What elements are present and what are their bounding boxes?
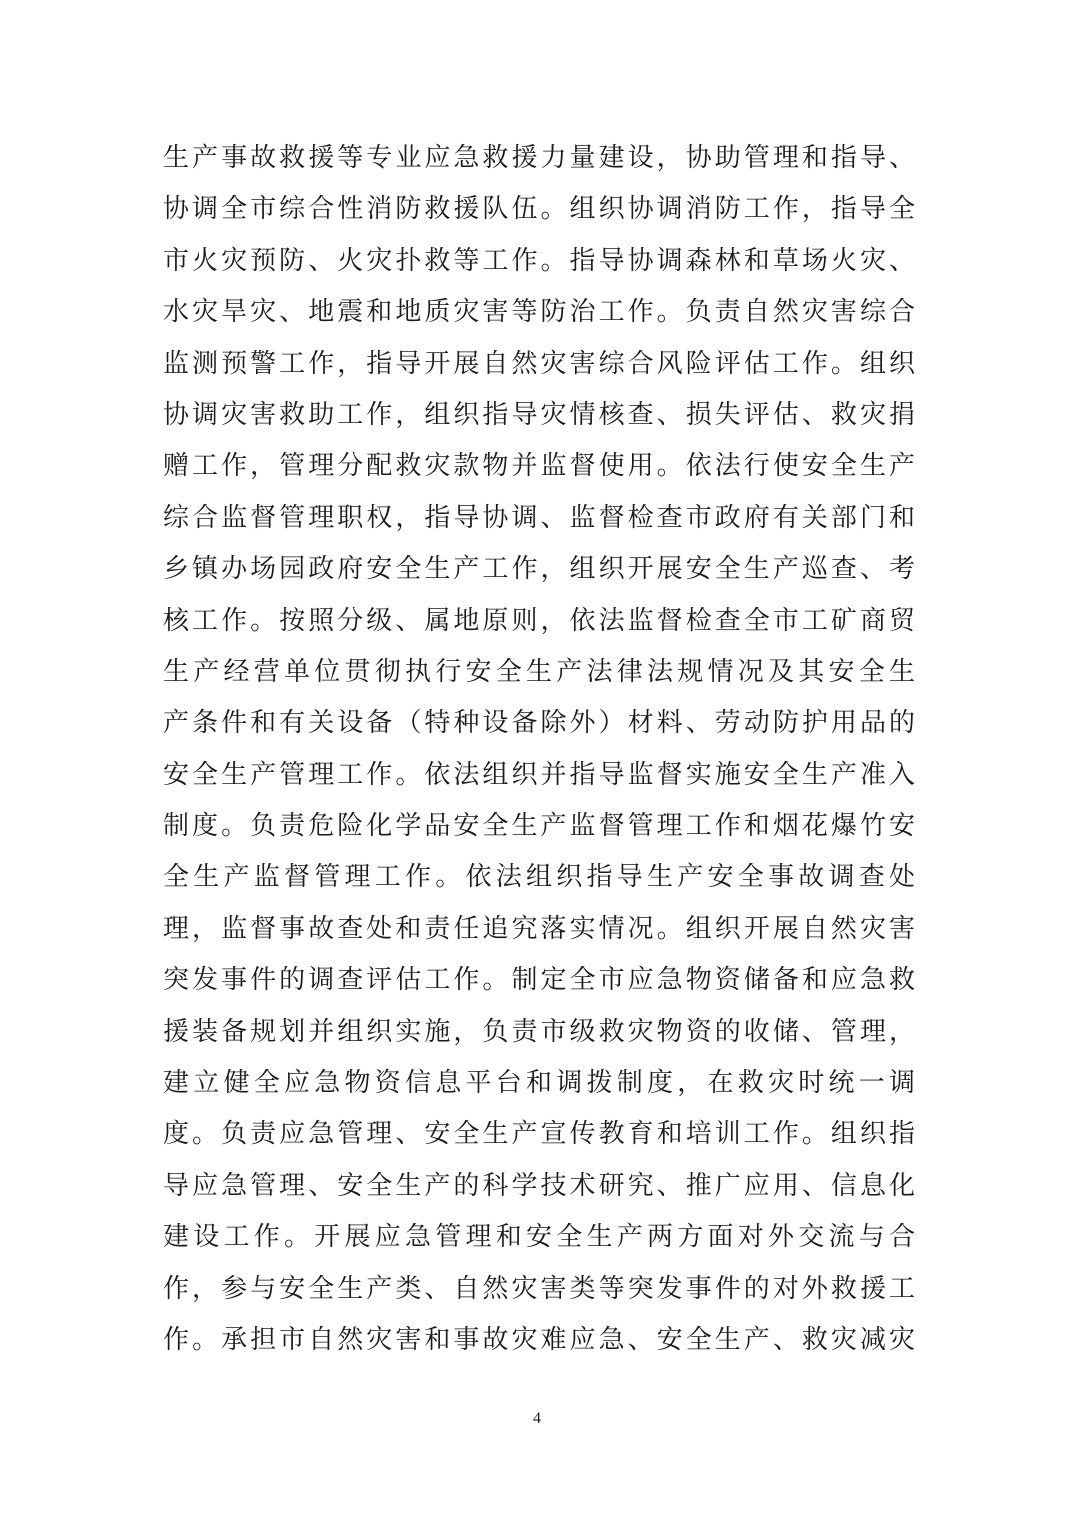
text-line: 产条件和有关设备（特种设备除外）材料、劳动防护用品的 bbox=[163, 708, 915, 739]
text-line: 核工作。按照分级、属地原则，依法监督检查全市工矿商贸 bbox=[163, 605, 915, 636]
text-line: 生产经营单位贯彻执行安全生产法律法规情况及其安全生 bbox=[163, 656, 915, 687]
text-line: 突发事件的调查评估工作。制定全市应急物资储备和应急救 bbox=[163, 965, 915, 996]
text-line: 全生产监督管理工作。依法组织指导生产安全事故调查处 bbox=[163, 862, 915, 893]
text-line: 作，参与安全生产类、自然灾害类等突发事件的对外救援工 bbox=[163, 1273, 915, 1304]
text-line: 赠工作，管理分配救灾款物并监督使用。依法行使安全生产 bbox=[163, 451, 915, 482]
text-line: 生产事故救援等专业应急救援力量建设，协助管理和指导、 bbox=[163, 143, 915, 173]
page-number: 4 bbox=[533, 1410, 541, 1427]
text-line: 协调全市综合性消防救援队伍。组织协调消防工作，指导全 bbox=[163, 194, 915, 225]
text-line: 水灾旱灾、地震和地质灾害等防治工作。负责自然灾害综合 bbox=[163, 297, 915, 328]
text-line: 监测预警工作，指导开展自然灾害综合风险评估工作。组织 bbox=[163, 348, 915, 379]
body-paragraph bbox=[163, 133, 915, 1366]
text-line: 综合监督管理职权，指导协调、监督检查市政府有关部门和 bbox=[163, 502, 915, 533]
text-line: 度。负责应急管理、安全生产宣传教育和培训工作。组织指 bbox=[163, 1119, 915, 1150]
text-line: 协调灾害救助工作，组织指导灾情核查、损失评估、救灾捐 bbox=[163, 399, 915, 430]
text-line: 援装备规划并组织实施，负责市级救灾物资的收储、管理， bbox=[163, 1016, 915, 1047]
text-line: 乡镇办场园政府安全生产工作，组织开展安全生产巡查、考 bbox=[163, 554, 915, 585]
text-line: 作。承担市自然灾害和事故灾难应急、安全生产、救灾减灾 bbox=[163, 1324, 915, 1355]
text-line: 理，监督事故查处和责任追究落实情况。组织开展自然灾害 bbox=[163, 913, 915, 944]
text-line: 建设工作。开展应急管理和安全生产两方面对外交流与合 bbox=[163, 1222, 915, 1253]
text-line: 制度。负责危险化学品安全生产监督管理工作和烟花爆竹安 bbox=[163, 811, 915, 842]
text-line: 建立健全应急物资信息平台和调拨制度，在救灾时统一调 bbox=[163, 1068, 915, 1099]
text-line: 安全生产管理工作。依法组织并指导监督实施安全生产准入 bbox=[163, 759, 915, 790]
text-line: 市火灾预防、火灾扑救等工作。指导协调森林和草场火灾、 bbox=[163, 245, 915, 276]
text-line: 导应急管理、安全生产的科学技术研究、推广应用、信息化 bbox=[163, 1170, 915, 1201]
